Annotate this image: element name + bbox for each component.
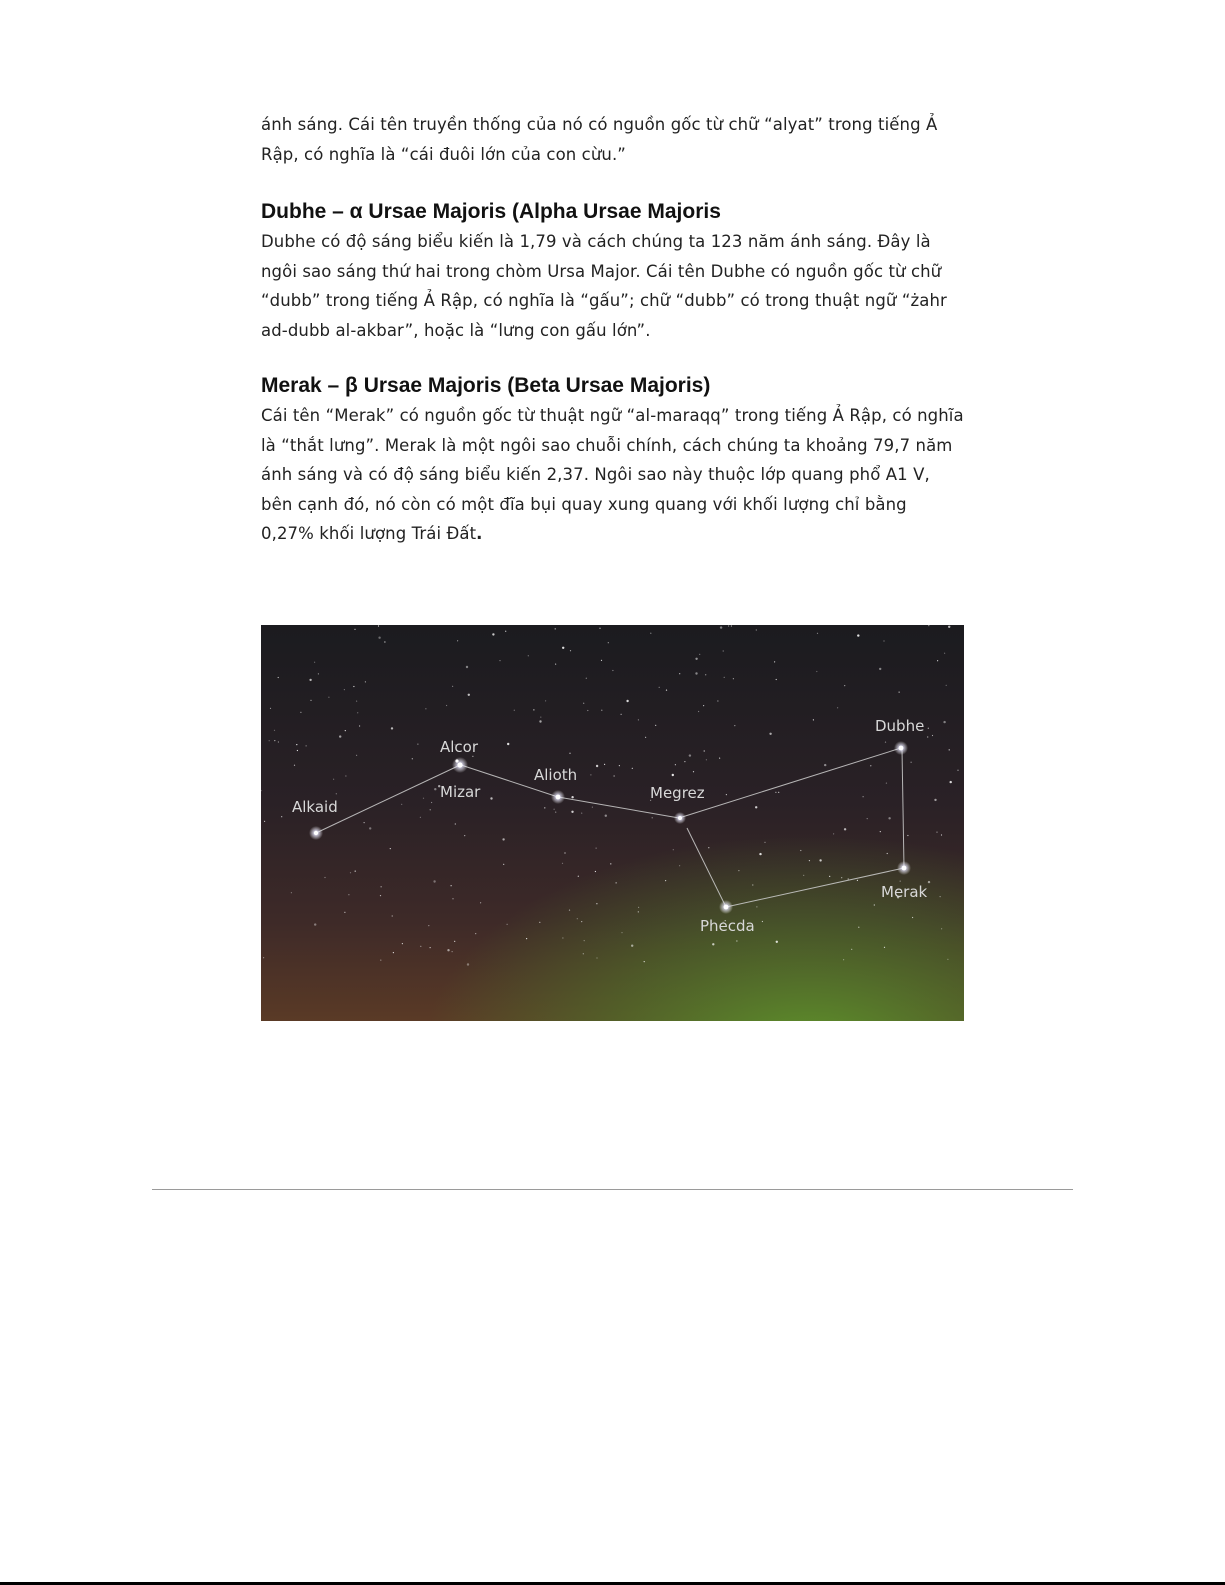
background-star <box>879 668 881 670</box>
background-star <box>689 754 691 756</box>
background-star <box>632 768 633 769</box>
background-star <box>596 848 597 849</box>
background-star <box>684 761 685 762</box>
background-star <box>490 797 492 799</box>
background-star <box>720 626 722 628</box>
star-merak-core <box>902 866 907 871</box>
big-dipper-image <box>261 625 964 1021</box>
background-star <box>874 904 875 905</box>
background-star <box>336 793 337 794</box>
background-star <box>571 796 573 798</box>
background-star <box>309 679 311 681</box>
background-star <box>544 807 545 808</box>
background-star <box>306 745 307 746</box>
background-star <box>752 884 753 885</box>
background-star <box>359 725 360 726</box>
background-star <box>638 911 639 912</box>
background-star <box>699 654 700 655</box>
background-star <box>655 725 656 726</box>
background-star <box>569 910 570 911</box>
background-star <box>886 783 887 784</box>
dubhe-paragraph: Dubhe có độ sáng biểu kiến là 1,79 và cách chúng ta 123 năm ánh sáng. Đây là ngôi sao sáng thứ hai trong chòm Ursa Major. Cái tên Dubhe có nguồn gốc từ chữ “dubb” trong tiếng Ả Rập, có nghĩa là “gấu”; chữ “dubb” có trong thuật ngữ “żahr ad-dubb al-akbar”, hoặc là “lưng con gấu lớn”. <box>261 232 947 340</box>
background-star <box>555 664 556 665</box>
background-star <box>934 799 936 801</box>
background-star <box>581 813 582 814</box>
background-star <box>263 957 264 958</box>
background-star <box>297 750 298 751</box>
background-star <box>712 943 714 945</box>
background-star <box>621 714 622 715</box>
background-star <box>652 817 653 818</box>
background-star <box>695 658 697 660</box>
background-star <box>278 741 279 742</box>
background-star <box>723 650 724 651</box>
background-star <box>724 677 725 678</box>
background-star <box>412 758 413 759</box>
background-star <box>492 633 494 635</box>
background-star <box>644 961 645 962</box>
background-star <box>584 940 585 941</box>
background-star <box>803 875 804 876</box>
background-star <box>679 673 680 674</box>
background-star <box>769 733 771 735</box>
background-star <box>356 701 357 702</box>
background-star <box>540 717 541 718</box>
background-star <box>384 641 385 642</box>
background-star <box>457 640 458 641</box>
background-star <box>883 640 884 641</box>
background-star <box>300 712 301 713</box>
background-star <box>333 779 334 780</box>
background-star <box>393 952 394 953</box>
background-star <box>619 765 620 766</box>
background-star <box>947 959 948 960</box>
background-star <box>278 677 279 678</box>
background-star <box>539 922 540 923</box>
background-star <box>610 863 611 864</box>
background-star <box>430 947 431 948</box>
background-star <box>339 735 341 737</box>
background-star <box>296 744 297 745</box>
background-star <box>503 864 504 865</box>
background-star <box>604 764 605 765</box>
background-star <box>638 719 639 720</box>
background-star <box>851 949 852 950</box>
background-star <box>328 697 329 698</box>
background-star <box>775 792 776 793</box>
background-star <box>452 686 453 687</box>
background-star <box>944 653 945 654</box>
star-megrez-core <box>678 816 682 820</box>
background-star <box>344 912 345 913</box>
label-mizar: Mizar <box>440 783 481 801</box>
background-star <box>941 834 942 835</box>
background-star <box>844 828 846 830</box>
background-star <box>719 758 720 759</box>
background-star <box>562 647 564 649</box>
background-star <box>587 710 588 711</box>
background-star <box>586 678 587 679</box>
background-star <box>423 798 424 799</box>
background-star <box>526 938 527 939</box>
background-star <box>698 711 699 712</box>
background-star <box>464 835 465 836</box>
background-star <box>451 885 452 886</box>
background-star <box>829 876 830 877</box>
background-star <box>578 876 579 877</box>
background-star <box>946 685 947 686</box>
background-star <box>555 628 556 629</box>
background-star <box>912 917 913 918</box>
background-star <box>583 703 584 704</box>
background-star <box>759 853 761 855</box>
background-star <box>888 817 890 819</box>
background-star <box>778 792 779 793</box>
big-dipper-svg <box>261 625 964 1021</box>
background-star <box>467 963 469 965</box>
label-alcor: Alcor <box>440 738 479 756</box>
background-star <box>672 774 674 776</box>
background-star <box>314 662 315 663</box>
background-star <box>717 700 718 701</box>
background-star <box>555 812 556 813</box>
background-star <box>870 765 871 766</box>
background-star <box>949 749 950 750</box>
background-star <box>554 809 555 810</box>
background-star <box>324 877 325 878</box>
background-star <box>673 849 674 850</box>
background-star <box>734 725 735 726</box>
background-star <box>843 959 844 960</box>
background-star <box>390 848 391 849</box>
merak-paragraph-text: Cái tên “Merak” có nguồn gốc từ thuật ngữ “al-maraqq” trong tiếng Ả Rập, có nghĩa là “thắt lưng”. Merak là một ngôi sao chuỗi chính, cách chúng ta khoảng 79,7 năm ánh sáng và có độ sáng biểu kiến 2,37. Ngôi sao này thuộc lớp quang phổ A1 V, bên cạnh đó, nó còn có một đĩa bụi quay xung quang với khối lượng chỉ bằng 0,27% khối lượng Trái Đất <box>261 406 964 543</box>
background-star <box>318 673 319 674</box>
page-divider <box>152 1189 1073 1190</box>
background-star <box>614 775 615 776</box>
background-star <box>621 932 622 933</box>
background-star <box>738 870 739 871</box>
label-phecda: Phecda <box>700 917 755 935</box>
background-star <box>365 681 366 682</box>
background-star <box>420 946 421 947</box>
background-star <box>776 679 777 680</box>
background-star <box>927 736 928 737</box>
background-star <box>401 804 402 805</box>
background-star <box>499 660 500 661</box>
background-star <box>616 882 617 883</box>
background-star <box>310 700 311 701</box>
background-star <box>590 774 591 775</box>
background-star <box>369 827 371 829</box>
star-phecda-core <box>724 905 729 910</box>
background-star <box>528 655 529 656</box>
background-star <box>452 951 453 952</box>
background-star <box>314 923 316 925</box>
background-star <box>693 771 694 772</box>
background-star <box>857 880 858 881</box>
background-star <box>455 823 456 824</box>
background-star <box>800 850 801 851</box>
background-star <box>434 788 436 790</box>
background-star <box>731 625 732 626</box>
background-star <box>381 886 382 887</box>
background-star <box>907 835 908 836</box>
background-star <box>357 712 358 713</box>
background-star <box>466 666 468 668</box>
background-star <box>819 859 821 861</box>
merak-paragraph-end: . <box>476 524 483 543</box>
background-star <box>569 753 570 754</box>
background-star <box>431 802 432 803</box>
background-star <box>817 633 818 634</box>
label-alioth: Alioth <box>534 766 578 784</box>
background-star <box>848 878 849 879</box>
background-star <box>364 822 365 823</box>
background-star <box>562 863 563 864</box>
background-star <box>595 871 596 872</box>
background-star <box>345 730 346 731</box>
background-star <box>928 881 930 883</box>
label-alkaid: Alkaid <box>292 798 338 816</box>
background-star <box>562 937 563 938</box>
background-star <box>816 671 817 672</box>
background-star <box>776 941 778 943</box>
background-star <box>596 903 597 904</box>
background-star <box>650 633 651 634</box>
background-star <box>583 953 584 954</box>
background-star <box>666 690 667 691</box>
background-star <box>957 770 958 771</box>
background-star <box>353 686 354 687</box>
background-star <box>911 762 912 763</box>
background-star <box>679 865 680 866</box>
background-star <box>764 842 765 843</box>
background-star <box>601 710 602 711</box>
background-star <box>659 687 660 688</box>
background-star <box>564 852 565 853</box>
background-star <box>665 880 666 881</box>
star-mizar-core <box>457 762 462 767</box>
background-star <box>425 708 426 709</box>
background-star <box>932 735 933 736</box>
background-star <box>420 817 421 818</box>
background-star <box>645 737 646 738</box>
background-star <box>514 710 515 711</box>
background-star <box>294 765 295 766</box>
background-star <box>433 880 435 882</box>
background-star <box>355 871 356 872</box>
background-star <box>507 743 509 745</box>
merak-paragraph <box>261 401 964 549</box>
background-star <box>756 906 757 907</box>
background-star <box>887 853 888 854</box>
background-star <box>703 705 704 706</box>
background-star <box>274 740 275 741</box>
background-star <box>867 818 868 819</box>
background-star <box>356 755 357 756</box>
background-star <box>428 925 429 926</box>
background-star <box>402 943 403 944</box>
background-star <box>354 629 355 630</box>
background-star <box>378 625 379 626</box>
background-star <box>480 902 481 903</box>
background-star <box>762 921 763 922</box>
background-star <box>468 694 470 696</box>
background-star <box>857 634 859 636</box>
background-star <box>941 928 942 929</box>
background-star <box>454 941 455 942</box>
background-star <box>605 815 607 817</box>
background-star <box>824 764 826 766</box>
background-star <box>601 660 602 661</box>
background-star <box>570 650 571 651</box>
background-star <box>706 759 707 760</box>
background-star <box>281 816 282 817</box>
background-star <box>452 898 453 899</box>
star-alkaid-core <box>314 831 318 835</box>
intro-paragraph: ánh sáng. Cái tên truyền thống của nó có nguồn gốc từ chữ “alyat” trong tiếng Ả Rập, có nghĩa là “cái đuôi lớn của con cừu.” <box>261 115 938 164</box>
background-star <box>943 721 945 723</box>
background-star <box>936 832 937 833</box>
background-star <box>533 709 534 710</box>
star-alioth-core <box>556 795 561 800</box>
background-star <box>695 672 697 674</box>
background-star <box>596 765 598 767</box>
background-star <box>291 892 292 893</box>
background-star <box>774 661 775 662</box>
label-merak: Merak <box>881 883 928 901</box>
background-star <box>269 740 270 741</box>
background-star <box>505 631 506 632</box>
background-star <box>948 626 950 628</box>
background-star <box>756 629 757 630</box>
background-star <box>592 807 593 808</box>
background-star <box>704 750 705 751</box>
background-star <box>733 678 734 679</box>
dubhe-heading: Dubhe – α Ursae Majoris (Alpha Ursae Majoris <box>261 200 721 223</box>
background-star <box>608 642 609 643</box>
background-star <box>844 685 845 686</box>
article-body <box>261 110 964 549</box>
background-star <box>638 907 639 908</box>
background-star <box>675 764 676 765</box>
background-star <box>884 947 885 948</box>
background-star <box>813 719 814 720</box>
star-alcor-core <box>455 759 458 762</box>
background-star <box>447 949 449 951</box>
background-star <box>350 872 351 873</box>
background-star <box>430 809 431 810</box>
background-star <box>858 927 859 928</box>
background-star <box>631 945 633 947</box>
background-star <box>264 821 265 822</box>
merak-heading: Merak – β Ursae Majoris (Beta Ursae Majoris) <box>261 374 711 397</box>
background-star <box>345 775 346 776</box>
background-star <box>950 781 952 783</box>
background-star <box>344 689 345 690</box>
background-star <box>502 838 504 840</box>
background-star <box>705 674 706 675</box>
background-star <box>885 742 886 743</box>
background-star <box>809 860 810 861</box>
background-star <box>446 705 447 706</box>
background-star <box>900 881 901 882</box>
background-star <box>863 796 864 797</box>
background-star <box>380 960 381 961</box>
background-star <box>599 628 600 629</box>
background-star <box>274 730 275 731</box>
background-star <box>391 727 393 729</box>
background-star <box>571 811 573 813</box>
background-star <box>937 660 938 661</box>
background-star <box>880 831 881 832</box>
background-star <box>833 833 834 834</box>
label-dubhe: Dubhe <box>875 717 925 735</box>
background-star <box>837 707 838 708</box>
background-star <box>736 940 737 941</box>
background-star <box>378 637 380 639</box>
background-star <box>475 933 476 934</box>
background-star <box>417 744 418 745</box>
star-dubhe-core <box>899 746 904 751</box>
background-star <box>545 700 546 701</box>
background-star <box>708 847 709 848</box>
background-star <box>348 894 349 895</box>
background-star <box>726 794 727 795</box>
background-star <box>928 625 929 626</box>
background-star <box>841 877 842 878</box>
background-star <box>899 692 900 693</box>
background-star <box>940 896 941 897</box>
background-star <box>755 806 757 808</box>
background-star <box>612 670 613 671</box>
background-star <box>626 700 628 702</box>
background-star <box>380 895 381 896</box>
background-star <box>728 625 729 626</box>
background-star <box>596 957 597 958</box>
background-star <box>507 924 508 925</box>
background-star <box>392 915 393 916</box>
background-star <box>928 728 929 729</box>
aurora-glow <box>261 625 964 1021</box>
background-star <box>577 918 578 919</box>
background-star <box>270 708 271 709</box>
label-megrez: Megrez <box>650 784 705 802</box>
background-star <box>581 921 582 922</box>
background-star <box>539 720 541 722</box>
